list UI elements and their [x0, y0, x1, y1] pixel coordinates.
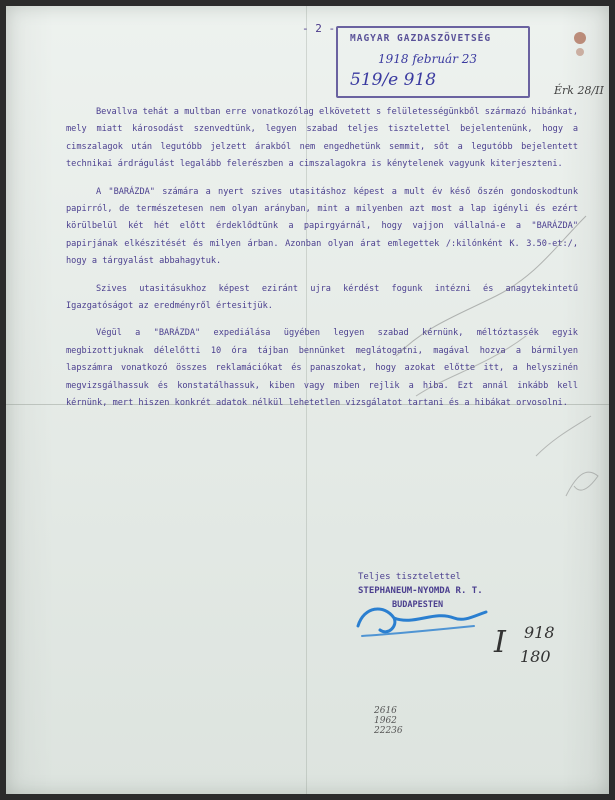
stain-mark — [574, 32, 586, 44]
handwritten-number: 180 — [520, 647, 551, 666]
registry-stamp — [336, 26, 530, 98]
paragraph: Végül a "BARÁZDA" expediálása ügyében legyen szabad kérnünk, méltóztassék egyik megbizottjuknak délelőtti 10 óra tájban bennünket meglátogatni, magával hozva a bármilyen lapszámra vonatkozó összes reklamációkat és panaszokat, hogy azokat előtte itt, a helyszinén megvizsgálhassuk és konstatálhassuk, kiben vagy miben rejlik a hiba. Ezt annál inkább kell kérnünk, mert hiszen konkrét adatok nélkül lehetetlen vizsgálatot tartani és a hibákat orvosolni. — [66, 328, 578, 409]
pencil-scribble — [386, 206, 606, 506]
paragraph: Szives utasitásukhoz képest eziránt ujra kérdést fogunk intézni és anagytekintetű Igazgatóságot az eredményről értesitjük. — [66, 283, 578, 312]
stamp-registration-number: 519/e 918 — [350, 70, 437, 90]
signature-icon — [354, 596, 494, 644]
company-name: STEPHANEUM-NYOMDA R. T. — [358, 586, 483, 596]
page-number: - 2 - — [302, 22, 336, 35]
document-page — [6, 6, 609, 794]
paragraph: A "BARÁZDA" számára a nyert szives utasitáshoz képest a mult év késő őszén gondoskodtunk papirról, de természetesen nem olyan arányban, mint a milyenben azt most a lap igényli és ezért körülbelül két hét előtt érdeklődtünk a papirgyárnál, hogy vajjon vállalná-e a "BARÁZDA" papirjának elkészitését és milyen árban. Azonban olyan árat emlegettek /:kilónként K. 3.50-et:/, hogy a tárgyalást abbahagytuk. — [66, 186, 578, 267]
pencil-number: 2616 — [374, 706, 397, 716]
stamp-organization: MAGYAR GAZDASZÖVETSÉG — [350, 33, 492, 44]
stain-mark — [576, 48, 584, 56]
pencil-number: 1962 — [374, 716, 397, 726]
paragraph: Bevallva tehát a multban erre vonatkozólag elkövetett s felületességünkből származó hibánkat, mely miatt károsodást szenvedtünk, legyen szabad teljes tisztelettel bejelentenünk, hogy a cimszalagok után legutóbb jelzett árakból nem engedhetünk semmit, sőt a legutóbb bejelentett technikai árdrágulást legalább felerészben a cimszalagokra is kénytelenek vagyunk kiterjeszteni. — [66, 107, 578, 170]
pencil-numbers — [374, 706, 403, 736]
pencil-number: 22236 — [374, 726, 403, 736]
closing-greeting: Teljes tisztelettel — [358, 572, 461, 582]
stamp-date: 1918 február 23 — [378, 52, 478, 66]
handwritten-year: 918 — [524, 623, 555, 642]
handwritten-roman: I — [494, 625, 506, 660]
received-note: Érk 28/II — [554, 84, 604, 97]
company-city: BUDAPESTEN — [392, 600, 444, 610]
